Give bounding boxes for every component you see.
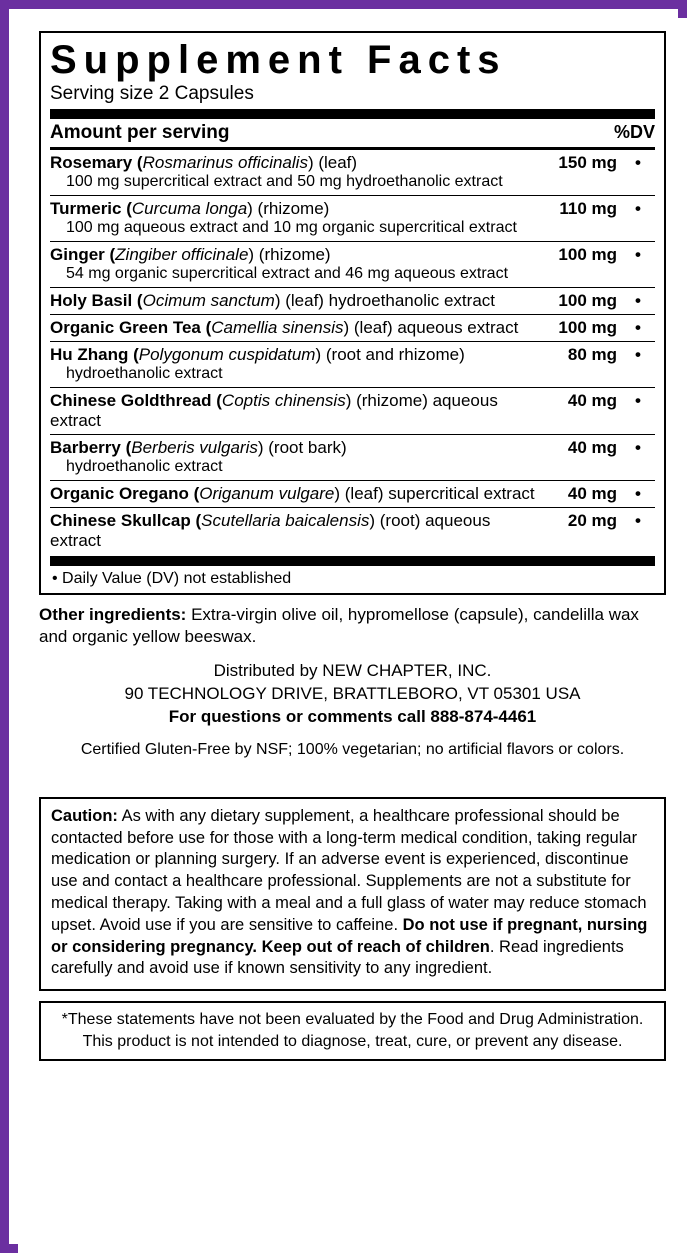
ingredient-latin-name: Zingiber officinale [115, 244, 249, 264]
ingredient-name-cell [50, 150, 539, 195]
ingredient-name: Rosemary ( [50, 153, 143, 172]
caution-box [39, 797, 666, 991]
table-row [50, 150, 655, 195]
ingredient-part: ) (rhizome) aqueous extract [50, 390, 498, 430]
table-row [50, 434, 655, 480]
ingredient-name-cell [50, 434, 539, 480]
table-row [50, 341, 655, 387]
ingredient-name: Chinese Skullcap ( [50, 510, 202, 530]
ingredient-amount: 100 mg [539, 314, 621, 341]
ingredient-daily-value: • [621, 341, 655, 387]
disclaimer-line-2: This product is not intended to diagnose, treat, cure, or prevent any disease. [82, 1032, 623, 1050]
ingredient-part: ) (leaf) supercritical extract [334, 483, 535, 503]
caution-label: Caution: [51, 806, 118, 825]
ingredient-name: Organic Green Tea ( [50, 317, 212, 337]
ingredient-name: Chinese Goldthread ( [50, 390, 222, 410]
ingredient-name: Ginger ( [50, 244, 116, 264]
amount-per-serving-header: Amount per serving [50, 122, 230, 143]
ingredient-daily-value: • [621, 507, 655, 554]
ingredient-name-cell [50, 341, 539, 387]
ingredient-name: Organic Oregano ( [50, 483, 200, 503]
ingredient-latin-name: Origanum vulgare [199, 483, 335, 503]
ingredient-name-cell [50, 314, 539, 341]
divider-thick-bottom [50, 556, 655, 566]
ingredient-amount: 20 mg [539, 507, 621, 554]
ingredient-name-cell [50, 287, 539, 314]
ingredient-daily-value: • [621, 434, 655, 480]
ingredient-latin-name: Rosmarinus officinalis [142, 153, 308, 172]
ingredient-amount: 40 mg [539, 387, 621, 434]
distributor-line-1: Distributed by NEW CHAPTER, INC. [213, 661, 492, 681]
ingredient-part: ) (root bark) [257, 437, 347, 457]
ingredient-name-cell [50, 241, 539, 287]
ingredient-sub-detail: 100 mg supercritical extract and 50 mg hydroethanolic extract [66, 173, 503, 191]
ingredient-daily-value: • [621, 241, 655, 287]
distributor-phone-line: For questions or comments call 888-874-4461 [168, 707, 537, 726]
ingredient-part: ) (leaf) aqueous extract [343, 317, 519, 337]
ingredient-amount: 100 mg [539, 287, 621, 314]
ingredient-sub-detail: 54 mg organic supercritical extract and 46 mg aqueous extract [66, 264, 509, 282]
ingredient-daily-value: • [621, 195, 655, 241]
ingredient-latin-name: Coptis chinensis [221, 390, 346, 410]
ingredient-name-cell [50, 387, 539, 434]
table-row [50, 195, 655, 241]
ingredient-amount: 40 mg [539, 434, 621, 480]
distributor-line-2: 90 TECHNOLOGY DRIVE, BRATTLEBORO, VT 05301 USA [124, 684, 581, 704]
ingredient-daily-value: • [621, 314, 655, 341]
ingredient-sub-detail: hydroethanolic extract [66, 457, 223, 475]
ingredient-part: ) (leaf) [307, 153, 358, 172]
table-row [50, 507, 655, 554]
table-header-row [50, 119, 655, 147]
ingredient-latin-name: Ocimum sanctum [142, 290, 275, 310]
ingredient-latin-name: Scutellaria baicalensis [201, 510, 370, 530]
ingredient-amount: 80 mg [539, 341, 621, 387]
ingredient-amount: 150 mg [558, 153, 617, 172]
caution-text-bold: Do not use if pregnant, nursing or considering pregnancy. Keep out of reach of children [51, 915, 648, 956]
ingredient-latin-name: Polygonum cuspidatum [138, 344, 316, 364]
ingredient-daily-value: • [621, 480, 655, 507]
ingredient-latin-name: Camellia sinensis [211, 317, 344, 337]
ingredient-name: Turmeric ( [50, 198, 132, 218]
distributor-block [39, 660, 666, 729]
ingredient-sub-detail: 100 mg aqueous extract and 10 mg organic supercritical extract [66, 218, 517, 236]
ingredient-part: ) (rhizome) [248, 244, 331, 264]
table-row [50, 387, 655, 434]
ingredient-amount: 40 mg [539, 480, 621, 507]
certification-note: Certified Gluten-Free by NSF; 100% vegetarian; no artificial flavors or colors. [80, 740, 625, 758]
daily-value-header: %DV [613, 122, 655, 142]
table-row [50, 241, 655, 287]
ingredient-latin-name: Berberis vulgaris [131, 437, 258, 457]
ingredient-daily-value: • [635, 153, 641, 172]
ingredient-amount: 100 mg [539, 241, 621, 287]
ingredient-sub-detail: hydroethanolic extract [66, 364, 223, 382]
table-row [50, 480, 655, 507]
ingredient-part: ) (root and rhizome) [315, 344, 465, 364]
other-ingredients-label: Other ingredients: [39, 604, 187, 624]
divider-thick-top [50, 109, 655, 119]
ingredient-name: Holy Basil ( [50, 290, 143, 310]
ingredient-amount: 110 mg [539, 195, 621, 241]
other-ingredients-text: Extra-virgin olive oil, hypromellose (capsule), candelilla wax and organic yellow beeswax. [39, 604, 639, 647]
daily-value-note: • Daily Value (DV) not established [52, 569, 292, 587]
ingredient-part: ) (root) aqueous extract [50, 510, 491, 550]
ingredient-part: ) (rhizome) [247, 198, 330, 218]
page-title: Supplement Facts [50, 38, 507, 82]
ingredient-daily-value: • [621, 287, 655, 314]
ingredient-part: ) (leaf) hydroethanolic extract [274, 290, 495, 310]
table-row [50, 314, 655, 341]
ingredient-latin-name: Curcuma longa [131, 198, 248, 218]
caution-text-part-1: As with any dietary supplement, a healthcare professional should be contacted before use for those with a long-term medical condition, taking regular medication or planning surgery. If an adverse event is experienced, discontinue use and contact a healthcare professional. Supplements are not a substitute for medical therapy. Taking with a meal and a full glass of water may reduce stomach upset. Avoid use if you are sensitive to caffeine. [51, 806, 647, 934]
supplement-facts-panel [39, 31, 666, 595]
ingredient-daily-value: • [621, 387, 655, 434]
disclaimer-line-1: *These statements have not been evaluated by the Food and Drug Administration. [61, 1011, 644, 1029]
table-row [50, 287, 655, 314]
ingredient-name: Hu Zhang ( [50, 344, 139, 364]
supplement-label-inner [18, 18, 687, 1253]
caution-text-part-2: . Read ingredients carefully and avoid use if known sensitivity to any ingredient. [51, 937, 624, 978]
serving-size: Serving size 2 Capsules [50, 83, 254, 104]
other-ingredients [39, 604, 666, 648]
ingredient-name: Barberry ( [50, 437, 132, 457]
ingredients-table [50, 150, 655, 554]
ingredient-name-cell [50, 507, 539, 554]
fda-disclaimer-box [39, 1001, 666, 1061]
ingredient-name-cell [50, 195, 539, 241]
ingredient-name-cell [50, 480, 539, 507]
